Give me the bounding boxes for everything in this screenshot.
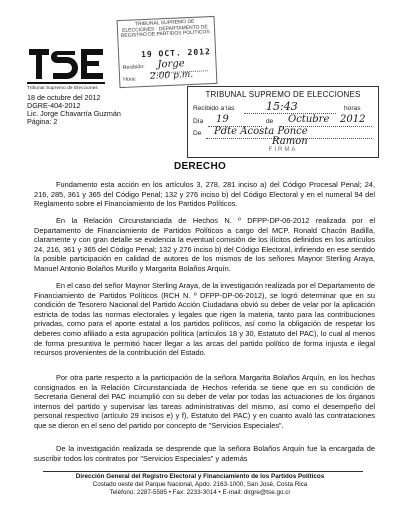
reception-stamp-header: TRIBUNAL SUPREMO DE ELECCIONES · DEPARTAMENTO DE REGISTRO DE PARTIDOS POLÍTICOS bbox=[120, 18, 210, 40]
page-number: Página: 2 bbox=[27, 117, 58, 126]
paragraph-legal-basis bbox=[34, 180, 375, 209]
tse-stamp-day-handwriting: 19 bbox=[216, 114, 229, 125]
footer-contact: Teléfono: 2287-5585 • Fax: 2233-3014 • E-mail: dirgre@tse.go.cr bbox=[109, 489, 291, 496]
footer-institution: Dirección General del Registro Electoral y Financiamiento de los Partidos Políticos bbox=[75, 473, 325, 480]
tse-stamp-title: TRIBUNAL SUPREMO DE ELECCIONES bbox=[205, 90, 361, 99]
tse-stamp-month-handwriting: Octubre bbox=[288, 114, 330, 125]
reception-stamp-hour-label: Hora: bbox=[123, 76, 137, 83]
reception-stamp-date: 19 OCT. 2012 bbox=[140, 47, 212, 60]
reception-stamp-received-handwriting: Jorge bbox=[157, 58, 185, 71]
paragraph-bolanos-arquin bbox=[34, 373, 375, 431]
tse-stamp-year-handwriting: 2012 bbox=[340, 114, 366, 125]
paragraph-text: En la Relación Circunstanciada de Hechos N. º DFPP-DP-06-2012 realizada por el Departamento de Financiamiento de Partidos Políticos a cargo del MCP. Ronald Chacón Badilla, claramente y con gran detalle se evidencia la eventual comisión de los ilícitos definidos en los artículos 24, 216, 361 y 365 del Código Penal; 132 y 276 inciso b) del Código Electoral, infiriendo en ese sentido la posible participación en calidad de autores de los mismos de los señores Maynor Sterling Araya, Manuel Antonio Bolaños Murillo y Margarita Bolaños Arquín. bbox=[34, 216, 375, 273]
reception-stamp bbox=[117, 16, 218, 88]
reception-stamp-hour-handwriting: 2:00 p.m. bbox=[149, 69, 194, 82]
document-date: 18 de octubre del 2012 bbox=[27, 93, 101, 102]
tse-logo bbox=[27, 47, 105, 83]
paragraph-text: Por otra parte respecto a la participación de la señora Margarita Bolaños Arquín, en los hechos consignados en la Relación Circunstanciada de Hechos referida se tiene que en su condición de Secretaria General del PAC incumplió con su deber de velar por todas las actuaciones de los órganos internos del partido y supervisar las tareas administrativas del mismo, así como el desempeño del personal respectivo (artículo 29 incisos e) y f), Estatuto del PAC) y en cuanto avaló las contrataciones que se dieron en el seno del partido por concepto de "Servicios Especiales". bbox=[34, 373, 375, 430]
tse-stamp-signature: Ramon bbox=[272, 136, 308, 147]
footer-divider bbox=[43, 471, 363, 472]
paragraph-text: De la investigación realizada se desprende que la señora Bolaños Arquín fue la encargada de suscribir todos los contratos por "Servicios Especiales" y además bbox=[34, 444, 375, 463]
reception-stamp-received-label: Recibido: bbox=[122, 63, 145, 71]
tse-stamp-day-label: Día bbox=[193, 118, 204, 125]
tse-stamp-signature-label: FIRMA bbox=[268, 147, 298, 153]
paragraph-text: Fundamento esta acción en los artículos 3, 278, 281 inciso a) del Código Procesal Penal; 24, 216, 285, 361 y 365 del Código Penal; 132 y 276 inciso b) del Código Electoral y en el numeral 94 del Reglamento sobre el Financiamiento de los Partidos Políticos. bbox=[34, 180, 375, 209]
paragraph-investigation-continuation bbox=[34, 444, 375, 463]
recipient-name: Lic. Jorge Chavarría Guzmán bbox=[27, 109, 121, 118]
tse-stamp-from-label: De bbox=[193, 130, 202, 137]
paragraph-text: En el caso del señor Maynor Sterling Araya, de la investigación realizada por el Departamento de Financiamiento de Partidos Políticos (RCH N. º DFPP-DP-06-2012), se logró determinar que en su condición de Tesorero Nacional del Partido Acción Ciudadana obvió su deber de velar por la aplicación estricta de todas las normas electorales y legales que rigen la materia, tanto para las contribuciones privadas, como para el aporte estatal a los partidos políticos, así como la obligación de respetar los deberes como afiliado a esta agrupación política (artículos 18 y 30, Estatuto del PAC), lo cual al menos de forma presuntiva le permitió hacer llegar a las arcas del partido político de forma injusta e ilegal recursos provenientes de la contribución del Estado. bbox=[34, 281, 375, 358]
tse-stamp-from-handwriting: Pdte Acosta Ponce bbox=[214, 126, 308, 137]
paragraph-report-findings bbox=[34, 216, 375, 274]
tse-stamp-received-label: Recibido a las bbox=[193, 105, 235, 112]
document-reference: DGRE-404-2012 bbox=[27, 101, 81, 110]
tse-stamp-time-handwriting: 15:43 bbox=[266, 100, 298, 113]
tse-stamp-hours-label: horas bbox=[344, 105, 361, 112]
section-heading: DERECHO bbox=[173, 161, 227, 172]
paragraph-sterling-araya bbox=[34, 281, 375, 358]
tse-reception-stamp bbox=[187, 86, 379, 158]
footer-address: Costado oeste del Parque Nacional, Apdo. 2163-1000, San José, Costa Rica bbox=[92, 481, 308, 488]
logo-caption: Tribunal Supremo de Elecciones bbox=[27, 85, 98, 90]
logo-underline bbox=[27, 82, 105, 84]
tse-stamp-month-label: de bbox=[266, 118, 274, 125]
